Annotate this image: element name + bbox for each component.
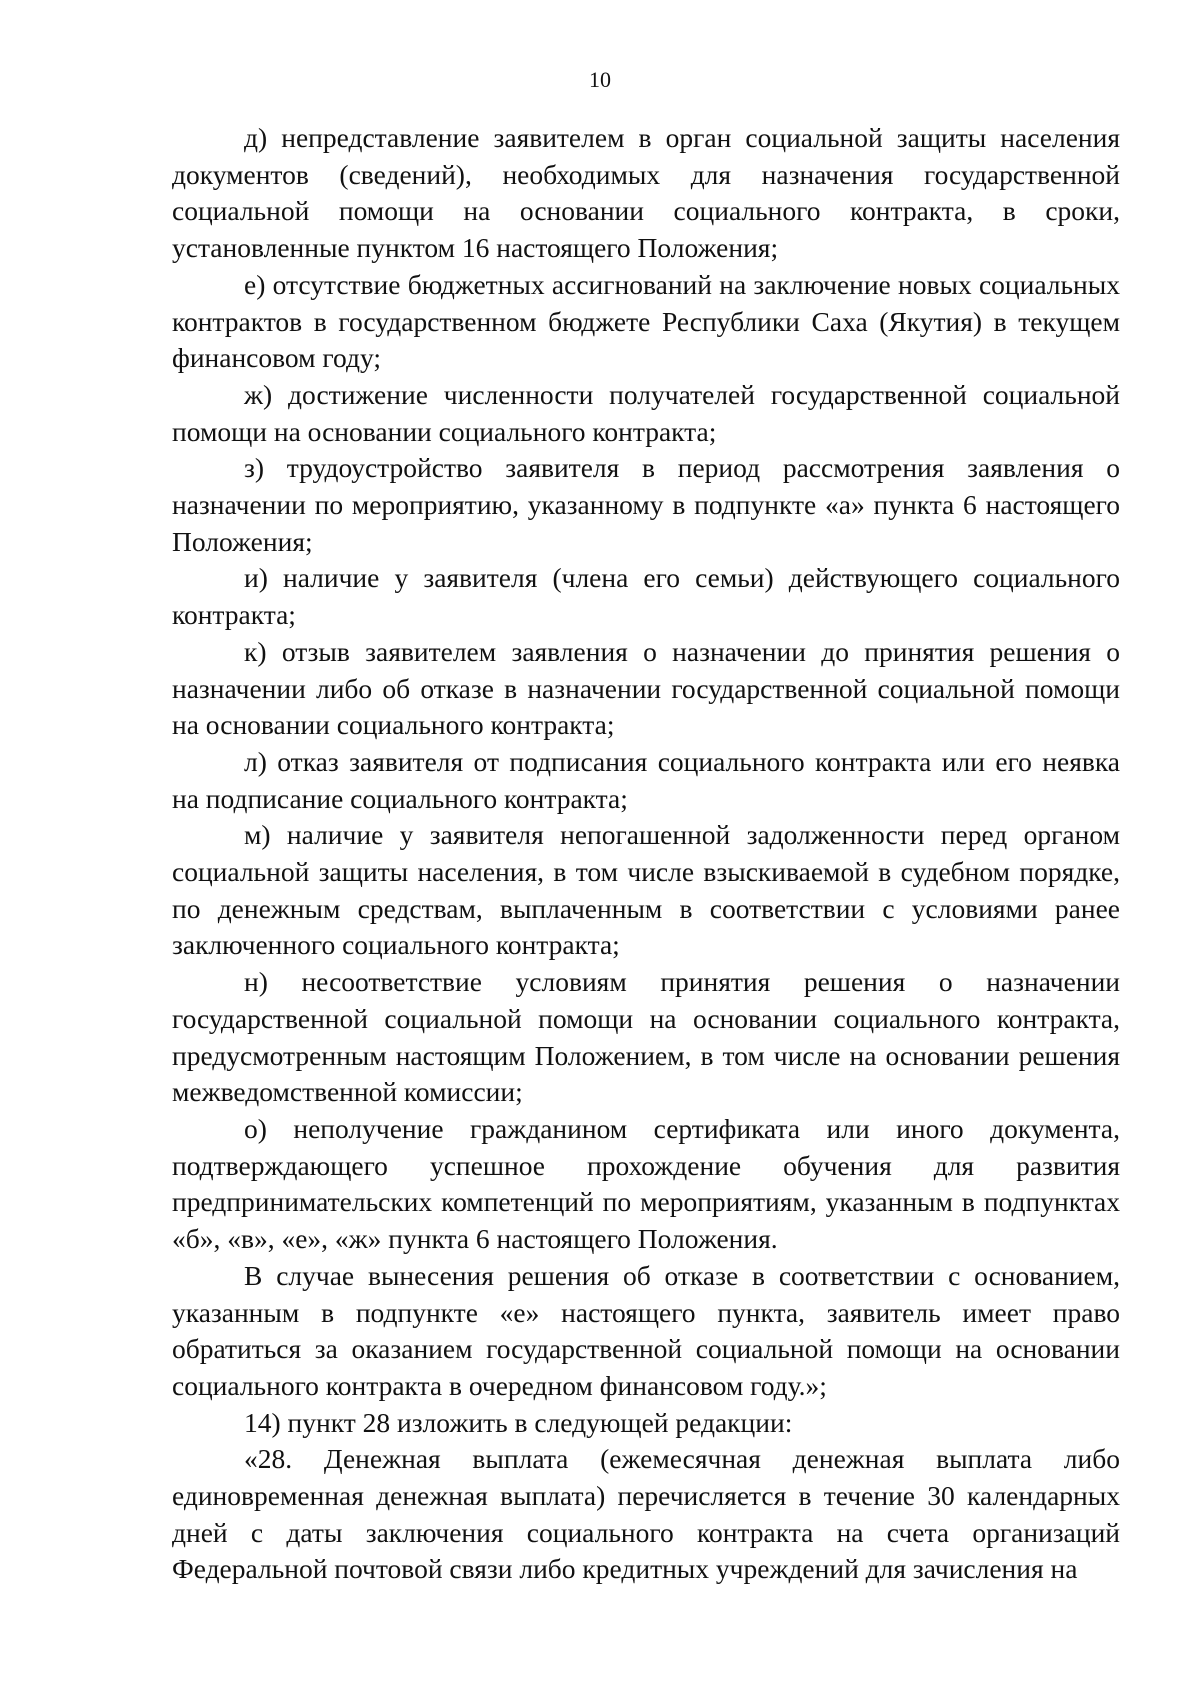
paragraph-clause-28: «28. Денежная выплата (ежемесячная денежная выплата либо единовременная денежная выплата) перечисляется в течение 30 календарных дней с даты заключения социального контракта на счета организаций Федеральной почтовой связи либо кредитных учреждений для зачисления на	[172, 1443, 1120, 1585]
paragraph-item-z: з) трудоустройство заявителя в период рассмотрения заявления о назначении по мероприятию, указанному в подпункте «а» пункта 6 настоящего Положения;	[172, 452, 1120, 557]
paragraph-item-d: д) непредставление заявителем в орган социальной защиты населения документов (сведений), необходимых для назначения государственной социальной помощи на основании социального контракта, в сроки, установленные пунктом 16 настоящего Положения;	[172, 122, 1120, 264]
paragraph-item-i: и) наличие у заявителя (члена его семьи) действующего социального контракта;	[172, 562, 1120, 631]
paragraph-item-o: о) неполучение гражданином сертификата или иного документа, подтверждающего успешное прохождение обучения для развития предпринимательских компетенций по мероприятиям, указанным в подпунктах «б», «в», «е», «ж» пункта 6 настоящего Положения.	[172, 1112, 1120, 1255]
paragraph-item-n: н) несоответствие условиям принятия решения о назначении государственной социальной помощи на основании социального контракта, предусмотренным настоящим Положением, в том числе на основании решения межведомственной комиссии;	[172, 966, 1120, 1108]
paragraph-item-k: к) отзыв заявителем заявления о назначении до принятия решения о назначении либо об отказе в назначении государственной социальной помощи на основании социального контракта;	[172, 635, 1120, 741]
document-body	[172, 120, 1120, 1588]
paragraph-item-zh: ж) достижение численности получателей государственной социальной помощи на основании социального контракта;	[172, 378, 1120, 447]
paragraph-refusal-note: В случае вынесения решения об отказе в соответствии с основанием, указанным в подпункте «е» настоящего пункта, заявитель имеет право обратиться за оказанием государственной социальной помощи на основании социального контракта в очередном финансовом году.»;	[172, 1259, 1120, 1401]
paragraph-item-l: л) отказ заявителя от подписания социального контракта или его неявка на подписание социального контракта;	[172, 745, 1120, 814]
page-number: 10	[589, 67, 611, 92]
paragraph-item-e: е) отсутствие бюджетных ассигнований на заключение новых социальных контрактов в государственном бюджете Республики Саха (Якутия) в текущем финансовом году;	[172, 268, 1120, 374]
paragraph-item-m: м) наличие у заявителя непогашенной задолженности перед органом социальной защиты населения, в том числе взыскиваемой в судебном порядке, по денежным средствам, выплаченным в соответствии с условиями ранее заключенного социального контракта;	[172, 819, 1120, 961]
paragraph-amendment-14: 14) пункт 28 изложить в следующей редакции:	[244, 1406, 793, 1438]
